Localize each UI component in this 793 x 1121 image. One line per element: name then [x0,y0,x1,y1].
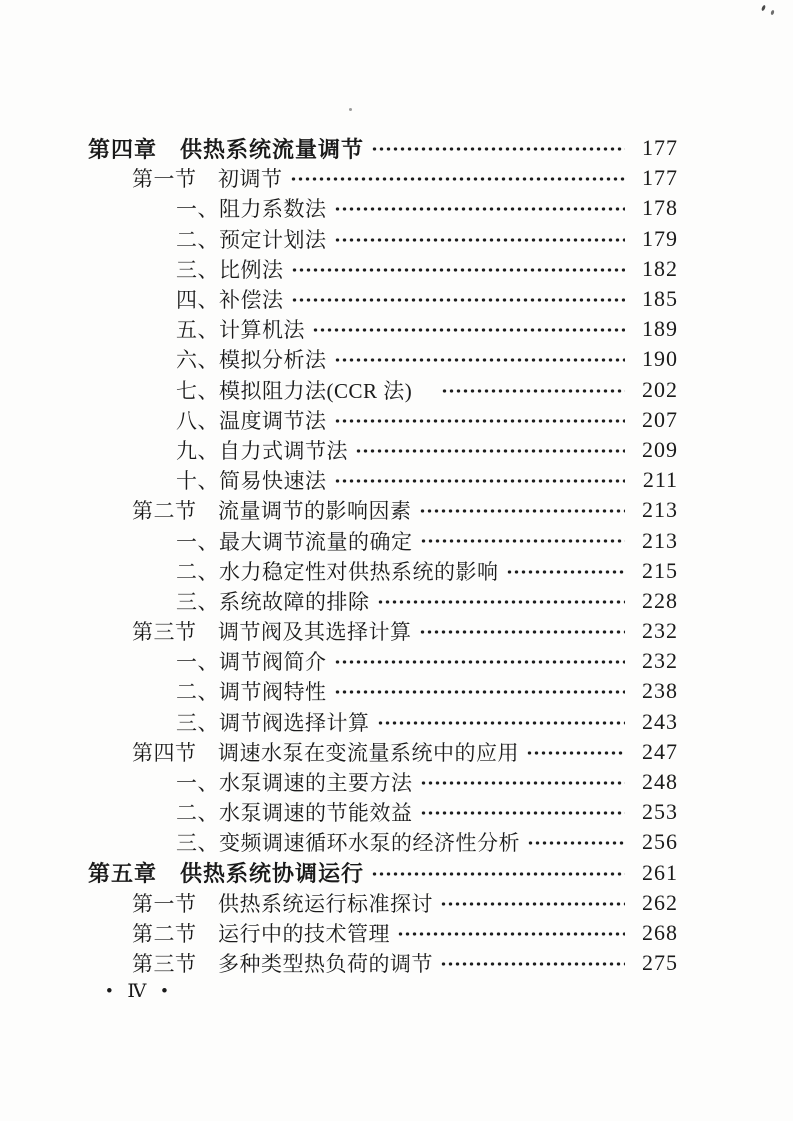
dot-leader [334,465,626,495]
toc-entry-label: 三、比例法 [176,257,284,282]
dot-leader [334,193,626,223]
toc-entry-label: 七、模拟阻力法(CCR 法) [176,378,434,403]
dot-leader [371,858,625,888]
toc-entry-label: 三、变频调速循环水泵的经济性分析 [176,831,520,856]
toc-row [88,495,678,525]
toc-row [88,344,678,374]
toc-entry-label: 第五章 供热系统协调运行 [88,861,365,887]
toc-page-number: 209 [642,436,678,462]
page-footer [106,980,173,1003]
toc-page-number: 202 [642,376,678,402]
dot-leader [397,918,625,948]
dot-leader [506,556,626,586]
toc-entry-label: 二、调节阀特性 [176,680,327,705]
toc-page-number: 213 [642,497,678,523]
toc-page-number: 179 [642,225,678,251]
toc-row [88,224,678,254]
toc-entry-label: 第一节 初调节 [132,167,283,192]
dot-leader [371,133,625,163]
toc-entry-label: 六、模拟分析法 [176,348,327,373]
toc-entry-label: 一、阻力系数法 [176,197,327,222]
toc-row [88,193,678,223]
toc-entry-label: 十、简易快速法 [176,469,327,494]
dot-leader [419,616,626,646]
toc-row [88,435,678,465]
toc-entry-label: 第三节 多种类型热负荷的调节 [132,952,433,977]
toc-row [88,133,678,163]
toc-entry-label: 三、系统故障的排除 [176,589,370,614]
toc-row [88,707,678,737]
table-of-contents [88,133,678,978]
toc-row [88,827,678,857]
dot-leader [527,827,625,857]
scan-speck [770,10,774,16]
toc-row [88,646,678,676]
dot-leader [355,435,625,465]
dot-leader [334,224,626,254]
dot-leader [312,314,625,344]
dot-leader [377,707,626,737]
toc-row [88,375,678,405]
toc-row [88,586,678,616]
toc-row [88,405,678,435]
toc-entry-label: 第二节 流量调节的影响因素 [132,499,412,524]
folio-label: • Ⅳ • [106,981,173,1002]
toc-entry-label: 八、温度调节法 [176,408,327,433]
toc-page-number: 178 [642,195,678,221]
scan-speck [761,5,766,12]
toc-page-number: 177 [642,135,678,161]
toc-row [88,284,678,314]
dot-leader [334,405,626,435]
dot-leader [334,646,626,676]
toc-row [88,737,678,767]
toc-row [88,797,678,827]
toc-page-number: 256 [642,829,678,855]
toc-row [88,314,678,344]
toc-page-number: 275 [642,950,678,976]
toc-page-number: 232 [642,618,678,644]
toc-page-number: 243 [642,708,678,734]
toc-page-number: 215 [642,557,678,583]
toc-page-number: 248 [642,769,678,795]
toc-entry-label: 第四章 供热系统流量调节 [88,136,365,162]
toc-row [88,676,678,706]
toc-entry-label: 一、调节阀简介 [176,650,327,675]
dot-leader [420,525,626,555]
toc-entry-label: 二、水泵调速的节能效益 [176,801,413,826]
toc-page-number: 253 [642,799,678,825]
dot-leader [291,254,626,284]
toc-row [88,767,678,797]
toc-entry-label: 一、最大调节流量的确定 [176,529,413,554]
toc-page-number: 207 [642,406,678,432]
toc-page-number: 185 [642,286,678,312]
toc-row [88,163,678,193]
dot-leader [440,888,625,918]
toc-row [88,556,678,586]
toc-entry-label: 第三节 调节阀及其选择计算 [132,620,412,645]
dot-leader [377,586,626,616]
toc-page-number: 261 [642,859,678,885]
dot-leader [291,284,626,314]
toc-entry-label: 四、补偿法 [176,288,284,313]
dot-leader [420,767,626,797]
toc-entry-label: 五、计算机法 [176,318,305,343]
toc-entry-label: 一、水泵调速的主要方法 [176,771,413,796]
scan-speck [349,108,352,111]
toc-entry-label: 二、预定计划法 [176,227,327,252]
toc-page-number: 213 [642,527,678,553]
toc-entry-label: 第二节 运行中的技术管理 [132,921,390,946]
toc-page-number: 228 [642,587,678,613]
toc-row [88,888,678,918]
toc-row [88,254,678,284]
toc-page-number: 182 [642,255,678,281]
toc-row [88,465,678,495]
toc-page-number: 211 [642,467,678,493]
toc-row [88,918,678,948]
dot-leader [441,375,625,405]
toc-row [88,948,678,978]
toc-entry-label: 第一节 供热系统运行标准探讨 [132,891,433,916]
toc-entry-label: 第四节 调速水泵在变流量系统中的应用 [132,740,519,765]
toc-page-number: 262 [642,889,678,915]
toc-row [88,525,678,555]
dot-leader [526,737,625,767]
dot-leader [334,676,626,706]
toc-page-number: 177 [642,165,678,191]
toc-row [88,616,678,646]
toc-entry-label: 九、自力式调节法 [176,438,348,463]
toc-page-number: 232 [642,648,678,674]
toc-page-number: 247 [642,738,678,764]
toc-page-number: 268 [642,919,678,945]
toc-page-number: 189 [642,316,678,342]
toc-entry-label: 三、调节阀选择计算 [176,710,370,735]
toc-page-number: 190 [642,346,678,372]
dot-leader [440,948,625,978]
toc-row [88,858,678,888]
dot-leader [419,495,626,525]
toc-entry-label: 二、水力稳定性对供热系统的影响 [176,559,499,584]
toc-page-number: 238 [642,678,678,704]
dot-leader [334,344,626,374]
dot-leader [290,163,626,193]
dot-leader [420,797,626,827]
